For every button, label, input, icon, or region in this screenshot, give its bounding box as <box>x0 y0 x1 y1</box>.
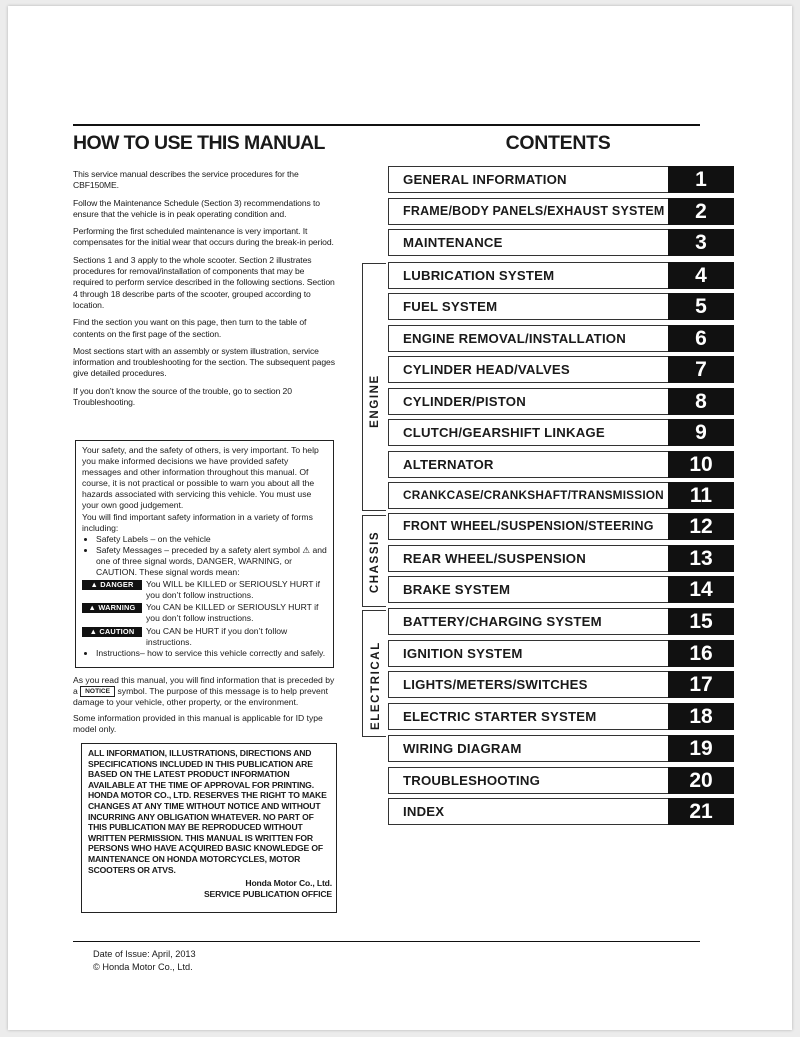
contents-item-19[interactable] <box>388 735 734 762</box>
intro-paragraph: Follow the Maintenance Schedule (Section 3) recommendations to ensure that the vehicle is in peak operating condition and. <box>73 197 320 219</box>
contents-item-label: REAR WHEEL/SUSPENSION <box>403 551 586 566</box>
intro-paragraph: Find the section you want on this page, then turn to the table of contents on the first page of the section. <box>73 317 307 339</box>
copyright: © Honda Motor Co., Ltd. <box>93 961 193 972</box>
danger-badge: ▲ DANGER <box>82 580 142 590</box>
contents-item-number: 7 <box>668 356 734 383</box>
contents-item-label: CRANKCASE/CRANKSHAFT/TRANSMISSION <box>403 488 664 502</box>
contents-item-label: CYLINDER/PISTON <box>403 394 526 409</box>
contents-item-14[interactable] <box>388 576 734 603</box>
contents-item-20[interactable] <box>388 767 734 794</box>
top-rule <box>73 124 700 126</box>
warning-badge: ▲ WARNING <box>82 603 142 613</box>
notice-text <box>73 675 339 739</box>
intro-paragraph: If you don’t know the source of the trouble, go to section 20 Troubleshooting. <box>73 385 292 408</box>
contents-item-18[interactable] <box>388 703 734 730</box>
issue-date: Date of Issue: April, 2013 <box>93 949 196 959</box>
notice-pre: As you read this manual, you will find information that is preceded by a <box>73 675 335 697</box>
contents-item-label: BRAKE SYSTEM <box>403 582 511 597</box>
contents-item-number: 21 <box>668 798 734 825</box>
contents-item-4[interactable] <box>388 262 734 289</box>
warning-text: You CAN be KILLED or SERIOUSLY HURT if you don’t follow instructions. <box>146 602 319 624</box>
contents-item-label: LIGHTS/METERS/SWITCHES <box>403 677 588 692</box>
safety-box <box>75 440 334 668</box>
caution-text: You CAN be HURT if you don’t follow instructions. <box>146 625 288 647</box>
notice-post: symbol. The purpose of this message is to help prevent damage to your vehicle, other property, or the environment. <box>73 686 328 708</box>
safety-info: You will find important safety information in a variety of forms including: <box>82 511 313 533</box>
electrical-label: ELECTRICAL <box>370 641 382 730</box>
contents-item-number: 11 <box>668 482 734 509</box>
office-name: SERVICE PUBLICATION OFFICE <box>203 889 332 899</box>
contents-item-number: 16 <box>668 640 734 667</box>
contents-item-number: 4 <box>668 262 734 289</box>
contents-item-number: 1 <box>668 166 734 193</box>
contents-item-5[interactable] <box>388 293 734 320</box>
contents-item-label: WIRING DIAGRAM <box>403 741 522 756</box>
contents-item-13[interactable] <box>388 545 734 572</box>
bottom-rule <box>73 941 700 942</box>
danger-row <box>82 579 327 601</box>
publisher-signature <box>204 878 332 900</box>
warning-row <box>82 602 327 624</box>
contents-item-label: IGNITION SYSTEM <box>403 646 523 661</box>
contents-item-label: CYLINDER HEAD/VALVES <box>403 362 570 377</box>
contents-item-label: FRAME/BODY PANELS/EXHAUST SYSTEM <box>403 204 665 218</box>
contents-item-label: ALTERNATOR <box>403 457 494 472</box>
contents-item-label: ENGINE REMOVAL/INSTALLATION <box>403 331 626 346</box>
contents-item-label: BATTERY/CHARGING SYSTEM <box>403 614 602 629</box>
caution-badge: ▲ CAUTION <box>82 627 142 637</box>
contents-item-17[interactable] <box>388 671 734 698</box>
contents-item-number: 10 <box>668 451 734 478</box>
contents-item-2[interactable] <box>388 198 734 225</box>
contents-item-number: 19 <box>668 735 734 762</box>
model-note: Some information provided in this manual is applicable for ID type model only. <box>73 712 323 734</box>
contents-item-number: 9 <box>668 419 734 446</box>
contents-item-number: 6 <box>668 325 734 352</box>
contents-item-15[interactable] <box>388 608 734 635</box>
safety-bullet: • Safety Messages – preceded by a safety alert symbol ⚠ and one of three signal words, DANGER, WARNING, or CAUTION. These signal words mean: <box>96 545 327 578</box>
contents-item-21[interactable] <box>388 798 734 825</box>
safety-bullet: • Instructions– how to service this vehicle correctly and safely. <box>96 648 327 659</box>
contents-item-number: 12 <box>668 513 734 540</box>
contents-item-label: CLUTCH/GEARSHIFT LINKAGE <box>403 425 605 440</box>
company-name: Honda Motor Co., Ltd. <box>245 878 332 888</box>
contents-item-number: 18 <box>668 703 734 730</box>
contents-item-label: FUEL SYSTEM <box>403 299 498 314</box>
contents-item-3[interactable] <box>388 229 734 256</box>
contents-item-7[interactable] <box>388 356 734 383</box>
contents-item-1[interactable] <box>388 166 734 193</box>
contents-item-number: 3 <box>668 229 734 256</box>
contents-item-label: MAINTENANCE <box>403 235 503 250</box>
contents-item-8[interactable] <box>388 388 734 415</box>
contents-item-12[interactable] <box>388 513 734 540</box>
contents-item-number: 17 <box>668 671 734 698</box>
contents-item-label: FRONT WHEEL/SUSPENSION/STEERING <box>403 519 654 533</box>
disclaimer-box <box>81 743 337 913</box>
caution-row <box>82 626 327 648</box>
intro-paragraph: Most sections start with an assembly or system illustration, service information and troubleshooting for the section. The subsequent pages give detailed procedures. <box>73 345 335 379</box>
safety-bullet: • Safety Labels – on the vehicle <box>96 534 327 545</box>
contents-item-number: 8 <box>668 388 734 415</box>
contents-item-label: ELECTRIC STARTER SYSTEM <box>403 709 597 724</box>
engine-label: ENGINE <box>369 374 381 428</box>
notice-paragraph <box>73 675 339 709</box>
contents-item-label: TROUBLESHOOTING <box>403 773 541 788</box>
danger-text: You WILL be KILLED or SERIOUSLY HURT if you don’t follow instructions. <box>146 579 321 601</box>
chassis-label: CHASSIS <box>369 530 381 594</box>
contents-item-number: 15 <box>668 608 734 635</box>
intro-paragraph: Performing the first scheduled maintenance is very important. It compensates for the initial wear that occurs during the break-in period. <box>73 226 334 248</box>
disclaimer-text: ALL INFORMATION, ILLUSTRATIONS, DIRECTIONS AND SPECIFICATIONS INCLUDED IN THIS PUBLICATION ARE BASED ON THE LATEST PRODUCT INFORMATION AVAILABLE AT THE TIME OF APPROVAL FOR PRINTING. HONDA MOTOR CO., LTD. RESERVES THE RIGHT TO MAKE CHANGES AT ANY TIME WITHOUT NOTICE AND WITHOUT INCURRING ANY OBLIGATION WHATEVER. NO PART OF THIS PUBLICATION MAY BE REPRODUCED WITHOUT WRITTEN PERMISSION. THIS MANUAL IS WRITTEN FOR PERSONS WHO HAVE ACQUIRED BASIC KNOWLEDGE OF MAINTENANCE ON HONDA MOTORCYCLES, MOTOR SCOOTERS OR ATVS. <box>88 748 327 875</box>
contents-item-label: GENERAL INFORMATION <box>403 172 567 187</box>
footer <box>93 948 196 973</box>
contents-item-number: 14 <box>668 576 734 603</box>
intro-paragraph: Sections 1 and 3 apply to the whole scooter. Section 2 illustrates procedures for removal/installation of components that may be required to perform service described in the following sections. Section 4 through 18 describe parts of the scooter, grouped according to location. <box>73 254 335 310</box>
safety-intro: Your safety, and the safety of others, is very important. To help you make informed decisions we have provided safety messages and other information throughout this manual. Of course, it is not practical or possible to warn you about all the hazards associated with servicing this vehicle. You must use your own good judgement. <box>82 445 319 511</box>
contents-item-10[interactable] <box>388 451 734 478</box>
contents-item-9[interactable] <box>388 419 734 446</box>
safety-list-2 <box>82 648 327 659</box>
contents-item-number: 20 <box>668 767 734 794</box>
intro-text <box>73 169 337 414</box>
contents-item-label: INDEX <box>403 804 445 819</box>
contents-item-16[interactable] <box>388 640 734 667</box>
how-to-title: HOW TO USE THIS MANUAL <box>73 132 325 154</box>
contents-item-number: 13 <box>668 545 734 572</box>
contents-item-number: 2 <box>668 198 734 225</box>
notice-badge: NOTICE <box>80 686 115 697</box>
contents-item-6[interactable] <box>388 325 734 352</box>
contents-item-11[interactable] <box>388 482 734 509</box>
contents-item-number: 5 <box>668 293 734 320</box>
intro-paragraph: This service manual describes the service procedures for the CBF150ME. <box>73 169 299 191</box>
contents-title: CONTENTS <box>505 132 611 154</box>
safety-list <box>82 534 327 578</box>
contents-item-label: LUBRICATION SYSTEM <box>403 268 555 283</box>
